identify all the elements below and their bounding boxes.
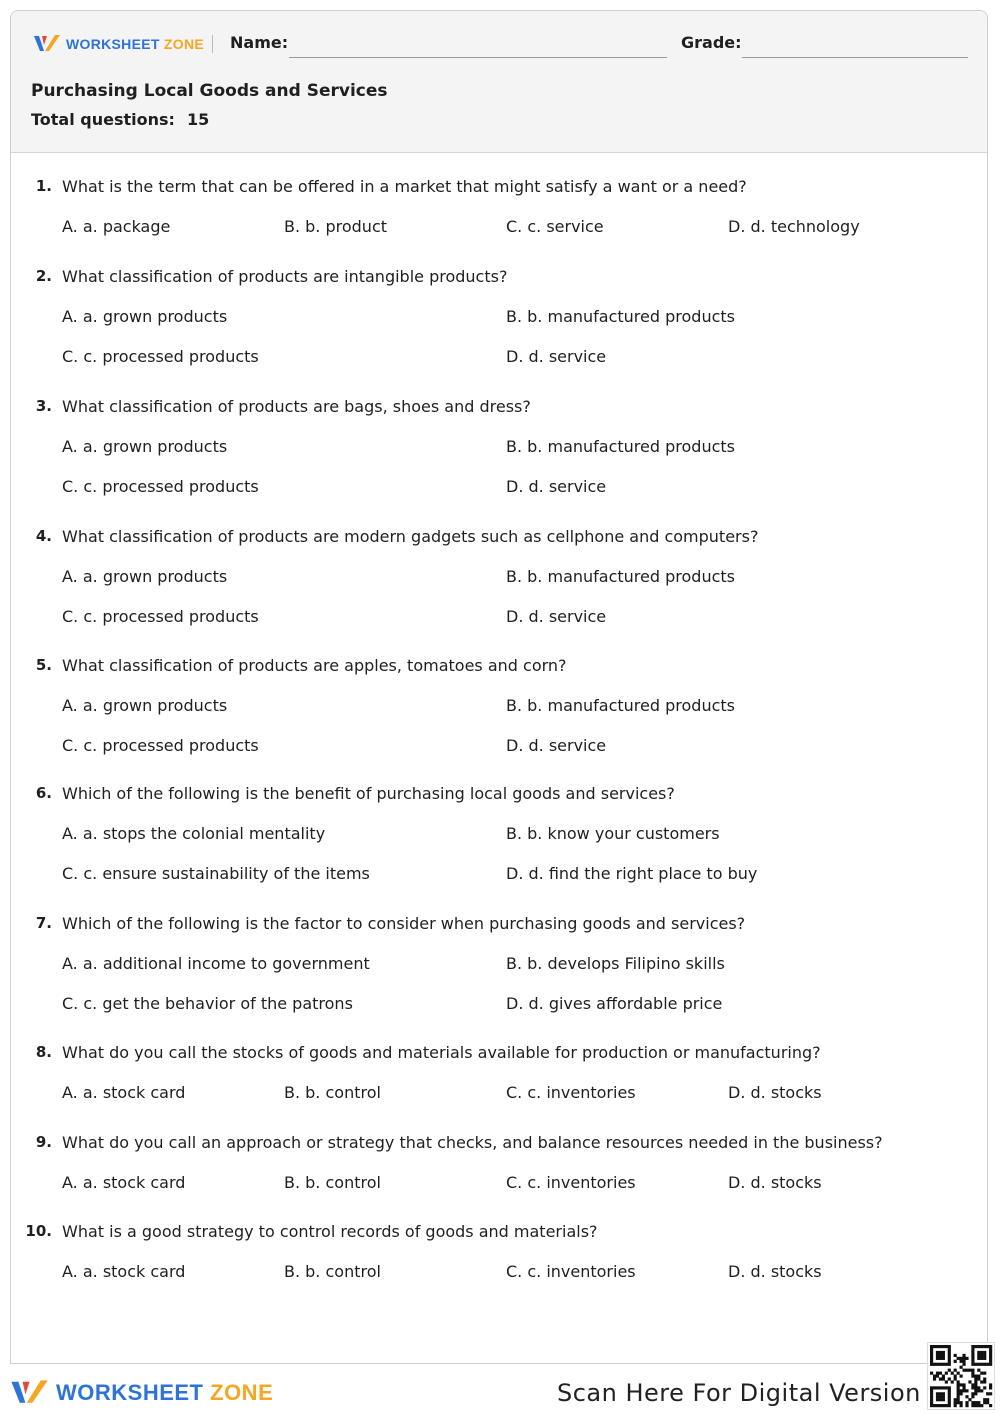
question-text: Which of the following is the factor to consider when purchasing goods and services? [62, 914, 746, 933]
answer-option[interactable]: A. a. grown products [62, 696, 228, 715]
question-number: 6. [35, 784, 52, 802]
logo-text: WORKSHEET ZONE [66, 36, 204, 52]
total-questions [31, 110, 209, 129]
total-questions-value: 15 [186, 110, 210, 129]
question-number: 9. [35, 1133, 52, 1151]
answer-option[interactable]: C. c. processed products [62, 607, 259, 626]
scan-caption: Scan Here For Digital Version [557, 1379, 921, 1407]
logo-mark-icon [33, 33, 63, 55]
answer-option[interactable]: B. b. product [284, 217, 388, 236]
answer-option[interactable]: A. a. grown products [62, 567, 228, 586]
answer-option[interactable]: D. d. stocks [728, 1173, 822, 1192]
question-number: 7. [35, 914, 52, 932]
answer-option[interactable]: C. c. processed products [62, 477, 259, 496]
question-number: 1. [35, 177, 52, 195]
answer-option[interactable]: B. b. control [284, 1262, 381, 1281]
answer-option[interactable]: B. b. manufactured products [506, 307, 735, 326]
answer-option[interactable]: A. a. stock card [62, 1083, 186, 1102]
answer-option[interactable]: A. a. grown products [62, 307, 228, 326]
worksheet-zone-logo [33, 33, 204, 55]
answer-option[interactable]: B. b. manufactured products [506, 696, 735, 715]
name-field-line[interactable] [289, 57, 667, 58]
question-number: 8. [35, 1043, 52, 1061]
answer-option[interactable]: D. d. gives affordable price [506, 994, 723, 1013]
answer-option[interactable]: A. a. stock card [62, 1262, 186, 1281]
answer-option[interactable]: D. d. stocks [728, 1262, 822, 1281]
answer-option[interactable]: A. a. stops the colonial mentality [62, 824, 326, 843]
question-text: What classification of products are bags, shoes and dress? [62, 397, 531, 416]
answer-option[interactable]: B. b. control [284, 1083, 381, 1102]
answer-option[interactable]: B. b. develops Filipino skills [506, 954, 725, 973]
question-text: What do you call an approach or strategy that checks, and balance resources needed in the business? [62, 1133, 883, 1152]
answer-option[interactable]: C. c. ensure sustainability of the items [62, 864, 370, 883]
answer-option[interactable]: A. a. grown products [62, 437, 228, 456]
answer-option[interactable]: D. d. technology [728, 217, 860, 236]
answer-option[interactable]: D. d. service [506, 477, 607, 496]
answer-option[interactable]: A. a. additional income to government [62, 954, 370, 973]
answer-option[interactable]: B. b. know your customers [506, 824, 720, 843]
question-text: What is a good strategy to control records of goods and materials? [62, 1222, 598, 1241]
qr-code[interactable] [927, 1342, 995, 1410]
answer-option[interactable]: C. c. inventories [506, 1262, 636, 1281]
answer-option[interactable]: C. c. processed products [62, 347, 259, 366]
answer-option[interactable]: B. b. manufactured products [506, 437, 735, 456]
footer-logo [10, 1375, 273, 1411]
question-number: 2. [35, 267, 52, 285]
answer-option[interactable]: D. d. find the right place to buy [506, 864, 758, 883]
name-label: Name: [230, 33, 289, 52]
question-text: What classification of products are apples, tomatoes and corn? [62, 656, 567, 675]
answer-option[interactable]: C. c. service [506, 217, 604, 236]
question-number: 4. [35, 527, 52, 545]
answer-option[interactable]: C. c. inventories [506, 1083, 636, 1102]
answer-option[interactable]: A. a. package [62, 217, 171, 236]
answer-option[interactable]: D. d. service [506, 736, 607, 755]
answer-option[interactable]: B. b. manufactured products [506, 567, 735, 586]
grade-field-line[interactable] [742, 57, 968, 58]
question-number: 3. [35, 397, 52, 415]
worksheet-title: Purchasing Local Goods and Services [31, 81, 388, 101]
answer-option[interactable]: A. a. stock card [62, 1173, 186, 1192]
grade-label: Grade: [681, 33, 742, 52]
answer-option[interactable]: D. d. service [506, 607, 607, 626]
answer-option[interactable]: D. d. service [506, 347, 607, 366]
question-number: 10. [25, 1222, 52, 1240]
answer-option[interactable]: D. d. stocks [728, 1083, 822, 1102]
answer-option[interactable]: C. c. inventories [506, 1173, 636, 1192]
footer-logo-text: WORKSHEET ZONE [56, 1380, 274, 1405]
question-text: What is the term that can be offered in a market that might satisfy a want or a need? [62, 177, 747, 196]
qr-code-icon [928, 1343, 994, 1409]
question-text: Which of the following is the benefit of purchasing local goods and services? [62, 784, 675, 803]
answer-option[interactable]: B. b. control [284, 1173, 381, 1192]
answer-option[interactable]: C. c. processed products [62, 736, 259, 755]
worksheet-header [11, 11, 987, 153]
question-text: What do you call the stocks of goods and materials available for production or manufacturing? [62, 1043, 821, 1062]
worksheet-page [10, 10, 988, 1364]
header-divider [212, 35, 213, 53]
footer-logo-mark-icon [10, 1376, 52, 1410]
question-number: 5. [35, 656, 52, 674]
question-text: What classification of products are intangible products? [62, 267, 508, 286]
total-questions-label: Total questions: [31, 110, 175, 129]
question-text: What classification of products are modern gadgets such as cellphone and computers? [62, 527, 759, 546]
answer-option[interactable]: C. c. get the behavior of the patrons [62, 994, 353, 1013]
